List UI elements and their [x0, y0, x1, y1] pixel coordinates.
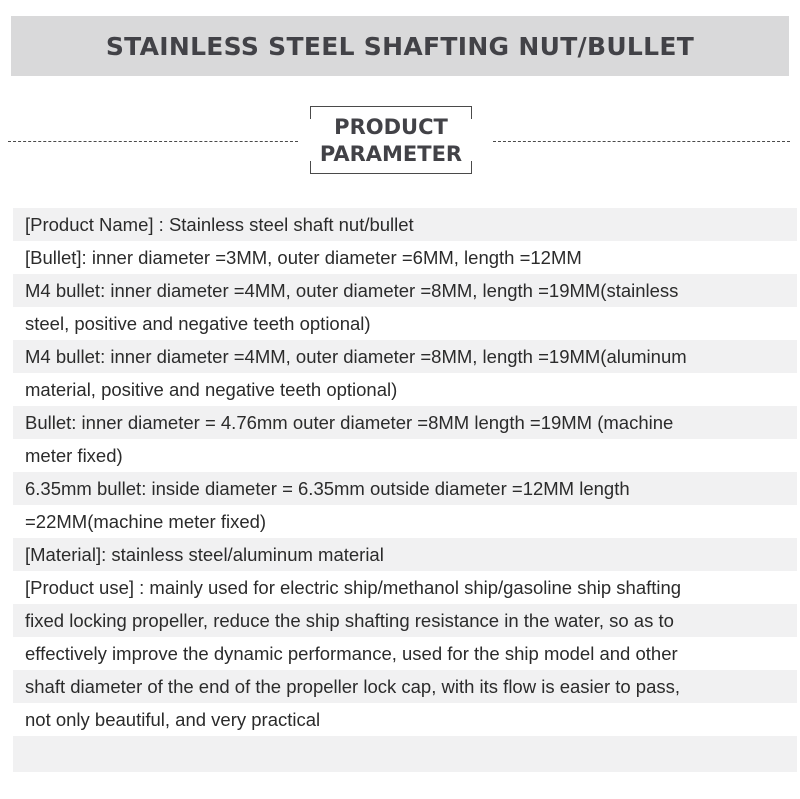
section-label-box: [310, 106, 472, 174]
param-line: [Material]: stainless steel/aluminum material: [13, 538, 797, 571]
param-line: Bullet: inner diameter = 4.76mm outer diameter =8MM length =19MM (machine: [13, 406, 797, 439]
section-header: [0, 103, 800, 175]
param-line: not only beautiful, and very practical: [13, 703, 797, 736]
param-line: =22MM(machine meter fixed): [13, 505, 797, 538]
section-title: [310, 114, 472, 168]
param-line: meter fixed): [13, 439, 797, 472]
param-line: [Bullet]: inner diameter =3MM, outer diameter =6MM, length =12MM: [13, 241, 797, 274]
section-title-line2: PARAMETER: [319, 142, 463, 166]
param-line: M4 bullet: inner diameter =4MM, outer diameter =8MM, length =19MM(stainless: [13, 274, 797, 307]
blank-row: [13, 736, 797, 772]
page-title: STAINLESS STEEL SHAFTING NUT/BULLET: [105, 31, 695, 61]
param-line: 6.35mm bullet: inside diameter = 6.35mm outside diameter =12MM length: [13, 472, 797, 505]
param-line: shaft diameter of the end of the propeller lock cap, with its flow is easier to pass,: [13, 670, 797, 703]
dashed-divider-right: [493, 141, 790, 142]
section-title-line1: PRODUCT: [334, 115, 448, 139]
param-line: [Product use] : mainly used for electric ship/methanol ship/gasoline ship shafting: [13, 571, 797, 604]
title-banner: [11, 16, 789, 76]
param-line: material, positive and negative teeth optional): [13, 373, 797, 406]
param-line: M4 bullet: inner diameter =4MM, outer diameter =8MM, length =19MM(aluminum: [13, 340, 797, 373]
param-line: effectively improve the dynamic performance, used for the ship model and other: [13, 637, 797, 670]
param-line: fixed locking propeller, reduce the ship shafting resistance in the water, so as to: [13, 604, 797, 637]
dashed-divider-left: [8, 141, 298, 142]
param-line: [Product Name] : Stainless steel shaft nut/bullet: [13, 208, 797, 241]
param-line: steel, positive and negative teeth optional): [13, 307, 797, 340]
parameter-list: [13, 208, 797, 772]
